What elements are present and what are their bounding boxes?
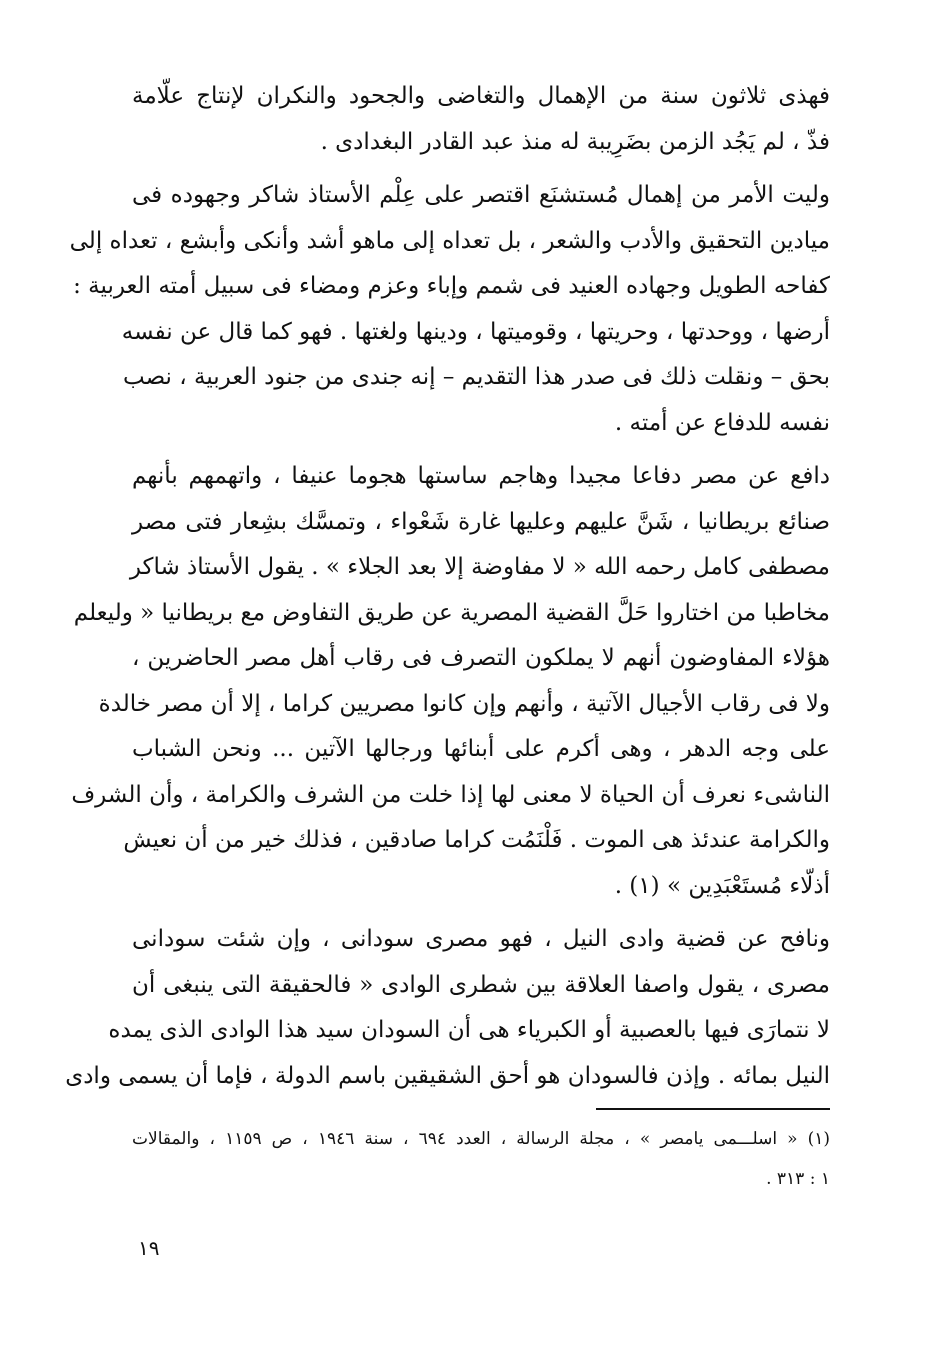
footnote-line: ١ : ٣١٣ . bbox=[766, 1169, 830, 1189]
text-line: كفاحه الطويل وجهاده العنيد فى شمم وإباء وعزم ومضاء فى سبيل أمته العربية : bbox=[73, 273, 830, 299]
text-line: ولا فى رقاب الأجيال الآتية ، وأنهم وإن كانوا مصريين كراما ، إلا أن مصر خالدة bbox=[98, 690, 830, 717]
text-line: هؤلاء المفاوضون أنهم لا يملكون التصرف فى رقاب أهل مصر الحاضرين ، bbox=[132, 645, 830, 671]
footnote bbox=[132, 1119, 830, 1199]
footnote-separator bbox=[596, 1108, 830, 1110]
text-line: مصرى ، يقول واصفا العلاقة بين شطرى الوادى « فالحقيقة التى ينبغى أن bbox=[132, 971, 830, 998]
paragraph-gap bbox=[132, 165, 830, 173]
text-line: أرضها ، ووحدتها ، وحريتها ، وقوميتها ، ودينها ولغتها . فهو كما قال عن نفسه bbox=[121, 318, 830, 345]
text-line: ونافح عن قضية وادى النيل ، فهو مصرى سودانى ، وإن شئت سودانى bbox=[132, 926, 830, 952]
paragraph bbox=[65, 917, 830, 1099]
body-text bbox=[65, 74, 830, 1099]
text-line: والكرامة عندئذ هى الموت . فَلْنَمُت كراما صادقين ، فذلك خير من أن نعيش bbox=[123, 827, 830, 853]
paragraph-gap bbox=[132, 446, 830, 454]
text-line: دافع عن مصر دفاعا مجيدا وهاجم ساستها هجوما عنيفا ، واتهمهم بأنهم bbox=[132, 463, 830, 489]
text-line: مصطفى كامل رحمه الله « لا مفاوضة إلا بعد الجلاء » . يقول الأستاذ شاكر bbox=[129, 554, 830, 580]
paragraph bbox=[69, 173, 830, 446]
page-number: ١٩ bbox=[138, 1236, 160, 1260]
text-line: فهذى ثلاثون سنة من الإهمال والتغاضى والجحود والنكران لإنتاج علّامة bbox=[132, 83, 830, 109]
footnote-line: (١) « اسلـــمى يامصر » ، مجلة الرسالة ، العدد ٦٩٤ ، سنة ١٩٤٦ ، ص ١١٥٩ ، والمقالات bbox=[132, 1129, 831, 1149]
text-line: لا نتمارَى فيها بالعصبية أو الكبرياء هى أن السودان سيد هذا الوادى الذى يمده bbox=[108, 1017, 830, 1043]
text-line: بحق – ونقلت ذلك فى صدر هذا التقديم – إنه جندى من جنود العربية ، نصب bbox=[123, 364, 830, 390]
text-line: أذلّاء مُستَعْبَدِين » (١) . bbox=[614, 872, 830, 899]
text-line: النيل بمائه . وإذن فالسودان هو أحق الشقيقين باسم الدولة ، فإما أن يسمى وادى bbox=[65, 1062, 830, 1089]
text-line: ميادين التحقيق والأدب والشعر ، بل تعداه إلى ماهو أشد وأنكى وأبشع ، تعداه إلى bbox=[69, 227, 830, 254]
paragraph bbox=[132, 74, 830, 165]
paragraph-gap bbox=[132, 909, 830, 917]
text-line: صنائع بريطانيا ، شَنَّ عليهم وعليها غارة شَعْواء ، وتمسَّك بشِعار فتى مصر bbox=[132, 508, 830, 535]
paragraph bbox=[71, 454, 830, 909]
text-line: الناشىء نعرف أن الحياة لا معنى لها إذا خلت من الشرف والكرامة ، وأن الشرف bbox=[71, 781, 830, 808]
text-line: فذّ ، لم يَجُد الزمن بضَرِيبة له منذ عبد القادر البغدادى . bbox=[320, 128, 830, 155]
text-line: مخاطبا من اختاروا حَلَّ القضية المصرية عن طريق التفاوض مع بريطانيا « وليعلم bbox=[73, 599, 830, 626]
text-line: نفسه للدفاع عن أمته . bbox=[614, 409, 830, 436]
text-line: على وجه الدهر ، وهى أكرم على أبنائها ورجالها الآتين ... ونحن الشباب bbox=[132, 736, 830, 762]
text-line: وليت الأمر من إهمال مُستشنَع اقتصر على عِلْم الأستاذ شاكر وجهوده فى bbox=[132, 182, 830, 208]
